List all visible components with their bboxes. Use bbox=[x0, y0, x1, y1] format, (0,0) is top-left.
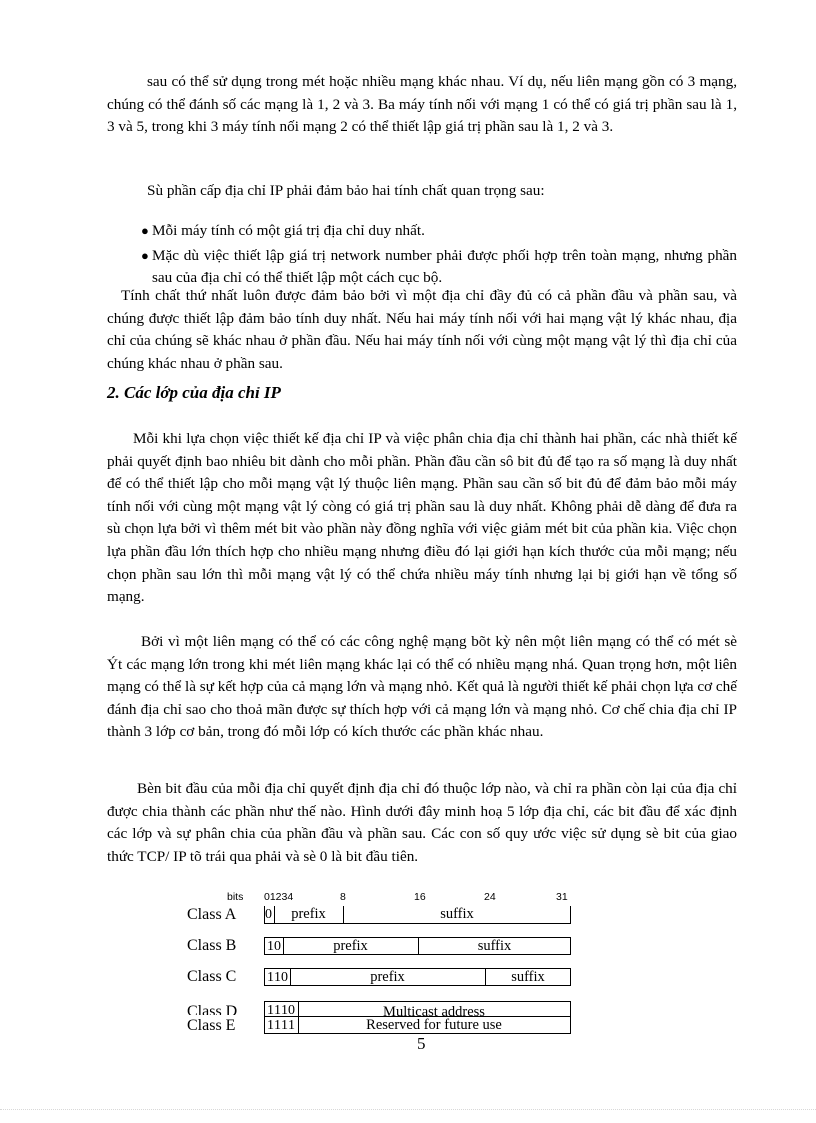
class-b-prefix: prefix bbox=[283, 938, 419, 954]
class-bit: 1 bbox=[281, 1018, 288, 1033]
class-a-prefix: prefix bbox=[274, 906, 344, 923]
class-bit: 1 bbox=[267, 939, 274, 954]
class-a-label: Class A bbox=[187, 906, 237, 923]
class-a-suffix: suffix bbox=[440, 906, 474, 922]
list-item bbox=[107, 245, 737, 290]
list-item-text: Mỗi máy tính có một giá trị địa chỉ duy nhất. bbox=[152, 222, 425, 239]
class-bit: 1 bbox=[281, 1003, 288, 1016]
class-bit: 1 bbox=[274, 970, 281, 985]
class-bit: 0 bbox=[274, 938, 284, 954]
list-item-text: Mặc dù việc thiết lập giá trị network number phải được phối hợp trên toàn mạng, nhưng phần sau của địa chỉ có thể thiết lập một cách cục bộ. bbox=[152, 246, 737, 287]
class-bit: 0 bbox=[288, 1002, 299, 1016]
page-divider bbox=[0, 1109, 816, 1110]
bit-tick: 8 bbox=[340, 891, 346, 903]
page-number: 5 bbox=[417, 1034, 426, 1053]
class-bit: 1 bbox=[267, 1018, 274, 1033]
class-d-multicast: Multicast address bbox=[383, 1004, 485, 1016]
properties-list bbox=[107, 220, 737, 292]
class-bit: 1 bbox=[267, 970, 274, 985]
class-bit: 1 bbox=[274, 1018, 281, 1033]
class-a-bar bbox=[264, 906, 571, 924]
class-e-bar bbox=[264, 1016, 571, 1034]
list-item bbox=[107, 220, 737, 243]
class-bit: 1 bbox=[288, 1017, 299, 1033]
class-b-suffix: suffix bbox=[477, 938, 512, 954]
class-bit: 1 bbox=[274, 1003, 281, 1016]
bits-label: bits bbox=[227, 891, 244, 903]
class-b-bar bbox=[264, 937, 571, 955]
bullet-icon: ● bbox=[141, 223, 149, 238]
class-c-label: Class C bbox=[187, 968, 237, 985]
paragraph-bit-allocation: Mỗi khi lựa chọn việc thiết kế địa chỉ IP và việc phân chia địa chỉ thành hai phần, các nhà thiết kế phải quyết định bao nhiêu bit dành cho mỗi phần. Phần đầu cần sô bit đủ để tạo ra số mạng là duy nhất để có thể thiết lập cho mỗi mạng vật lý thuộc liên mạng. Phần sau cần số bit đủ để đảm bảo mỗi máy tính nối với cùng một mạng vật lý còng có giá trị phần sau là duy nhất. Không phải dễ dàng để đưa ra sù chọn lựa bởi vì thêm mét bit vào phần này đồng nghĩa với việc giảm mét bit của phần kia. Việc chọn lựa phần đầu lớn thích hợp cho nhiều mạng nhưng điều đó lại giới hạn kích thước của mỗi mạng; nếu chọn phần sau lớn thì mỗi mạng vật lý có thể chứa nhiều máy tính nhưng lại bị giới hạn về tổng số mạng. bbox=[107, 430, 737, 606]
bit-tick: 16 bbox=[414, 891, 426, 903]
class-e-label: Class E bbox=[187, 1017, 236, 1034]
class-bit: 0 bbox=[265, 906, 275, 923]
class-e-reserved: Reserved for future use bbox=[366, 1017, 502, 1033]
paragraph-network-sizes: Bởi vì một liên mạng có thể có các công nghệ mạng bõt kỳ nên một liên mạng có thể có mét sè Ýt các mạng lớn trong khi mét liên mạng khác lại có thể có nhiều mạng nhá. Quan trọng hơn, một liên mạng có thể là sự kết hợp của cả mạng lớn và mạng nhỏ. Kết quả là người thiết kế phải chọn lựa cơ chế đánh địa chỉ sao cho thoả mãn được sự thích hợp với cả mạng lớn và mạng nhỏ. Cơ chế chia địa chỉ IP thành 3 lớp cơ bản, trong đó mỗi lớp có kích thước các phần khác nhau. bbox=[107, 633, 737, 741]
bit-tick: 31 bbox=[556, 891, 568, 903]
class-bit: 1 bbox=[267, 1003, 274, 1016]
class-c-suffix: suffix bbox=[511, 969, 545, 985]
paragraph-addressing-example: sau có thể sử dụng trong mét hoặc nhiều mạng khác nhau. Ví dụ, nếu liên mạng gồn có 3 mạng, chúng có thể đánh số các mạng là 1, 2 và 3. Ba máy tính nối với mạng 1 có thể có giá trị phần sau là 1, 3 và 5, trong khi 3 máy tính nối mạng 2 có thể thiết lập giá trị phần sau là 1, 2 và 3. bbox=[107, 73, 737, 136]
class-d-bar bbox=[264, 1001, 571, 1016]
class-b-label: Class B bbox=[187, 937, 237, 954]
class-d-label: Class D bbox=[187, 1003, 238, 1015]
bullet-icon: ● bbox=[141, 247, 149, 263]
class-c-bar bbox=[264, 968, 571, 986]
paragraph-first-property: Tính chất thứ nhất luôn được đảm bảo bởi vì một địa chỉ đầy đủ có cả phần đầu và phần sau, và chúng được thiết lập đảm bảo tính duy nhất. Nếu hai máy tính nối với hai mạng vật lý khác nhau, địa chỉ của chúng sẽ khác nhau ở phần đầu. Nếu hai máy tính nối với cùng một mạng vật lý thì địa chỉ của chúng khác nhau ở phần sau. bbox=[107, 287, 737, 372]
bit-tick: 01234 bbox=[264, 891, 294, 903]
class-c-prefix: prefix bbox=[290, 969, 486, 985]
class-bit: 0 bbox=[281, 969, 291, 985]
bit-tick: 24 bbox=[484, 891, 496, 903]
section-heading: 2. Các lớp của địa chỉ IP bbox=[107, 383, 281, 402]
paragraph-properties-intro: Sù phần cấp địa chỉ IP phải đảm bảo hai tính chất quan trọng sau: bbox=[147, 182, 545, 199]
paragraph-leading-bits: Bèn bit đầu của mỗi địa chỉ quyết định địa chỉ đó thuộc lớp nào, và chỉ ra phần còn lại của địa chỉ được chia thành các phần như thế nào. Hình dưới đây minh hoạ 5 lớp địa chỉ, các bit đầu để xác định các lớp và sự phân chia của phần đầu và phần sau. Các con số quy ước việc sử dụng sè bit của giao thức TCP/ IP tõ trái qua phải và sè 0 là bit đầu tiên. bbox=[107, 780, 737, 865]
